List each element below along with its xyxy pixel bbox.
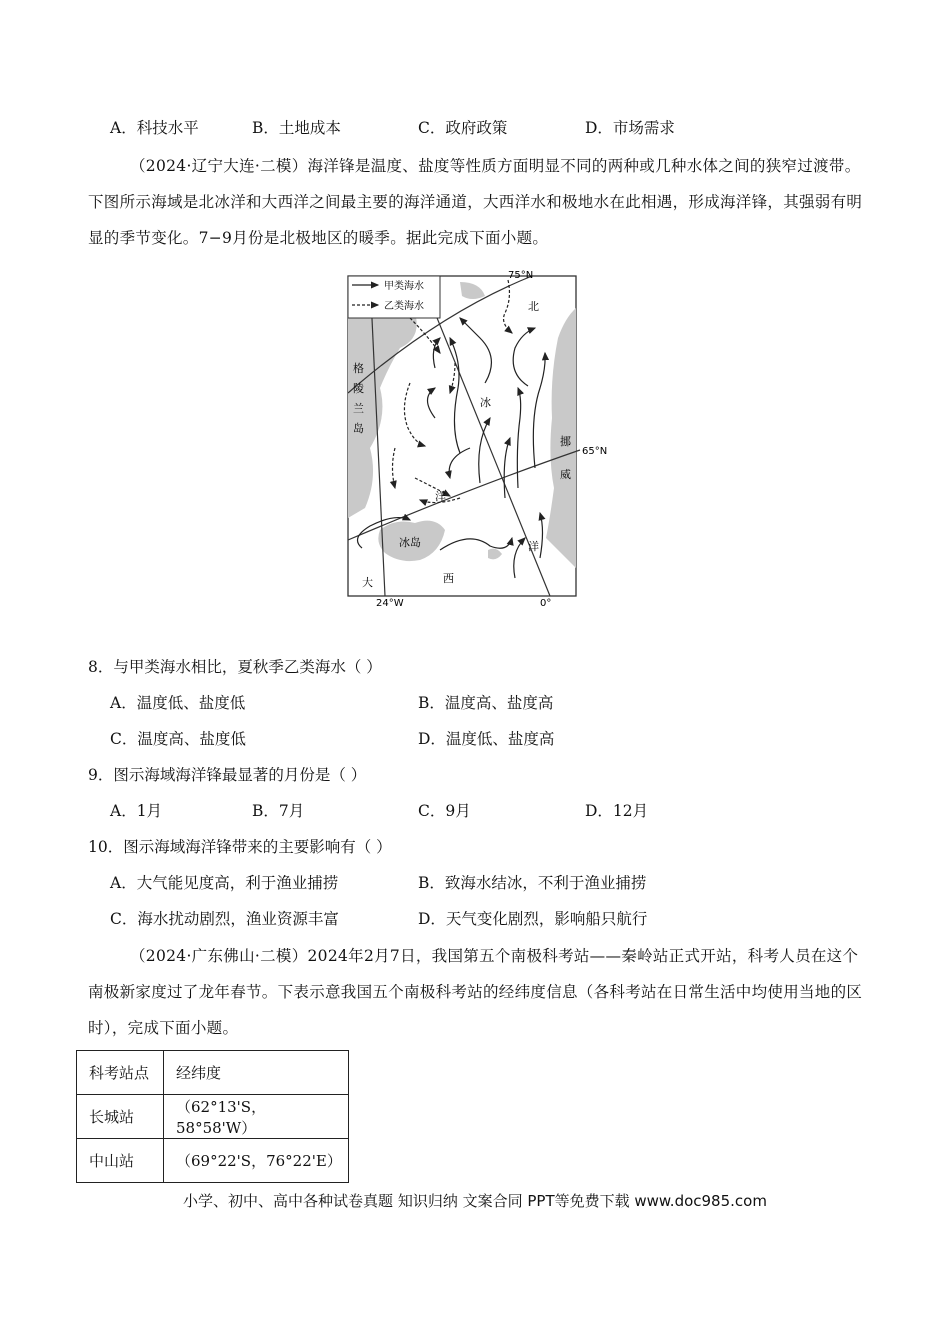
- q7-option-a: A．科技水平: [110, 119, 199, 137]
- q10-stem: 10．图示海域海洋锋带来的主要影响有（ ）: [88, 838, 392, 856]
- label-atlantic-2: 西: [443, 572, 454, 585]
- q10-option-b: B．致海水结冰，不利于渔业捕捞: [418, 874, 647, 892]
- q9-option-d: D．12月: [585, 802, 649, 820]
- table-cell-coords: （69°22'S，76°22'E）: [164, 1139, 349, 1183]
- ocean-front-map: [340, 268, 608, 613]
- label-atlantic-1: 大: [362, 576, 373, 589]
- legend-type-b: 乙类海水: [384, 301, 424, 312]
- q9-option-c: C．9月: [418, 802, 471, 820]
- label-greenland-4: 岛: [353, 422, 364, 435]
- q9-option-b: B．7月: [252, 802, 305, 820]
- label-0: 0°: [540, 598, 552, 609]
- label-norway-1: 挪: [560, 435, 571, 448]
- station-table: [76, 1050, 349, 1183]
- q7-option-c: C．政府政策: [418, 119, 508, 137]
- label-atlantic-3: 洋: [528, 540, 539, 553]
- table-row: [77, 1095, 349, 1139]
- label-norway-2: 威: [560, 468, 571, 481]
- q10-option-a: A．大气能见度高，利于渔业捕捞: [110, 874, 339, 892]
- intro-paragraph-1: （2024·辽宁大连·二模）海洋锋是温度、盐度等性质方面明显不同的两种或几种水体之间的狭窄过渡带。下图所示海域是北冰洋和大西洋之间最主要的海洋通道，大西洋水和极地水在此相遇，形成海洋锋，其强弱有明显的季节变化。7−9月份是北极地区的暖季。据此完成下面小题。: [88, 157, 863, 247]
- q10-option-c: C．海水扰动剧烈，渔业资源丰富: [110, 910, 339, 928]
- table-header-coords: 经纬度: [164, 1051, 349, 1095]
- q9-stem: 9．图示海域海洋锋最显著的月份是（ ）: [88, 766, 367, 784]
- q9-option-a: A．1月: [110, 802, 163, 820]
- label-arctic-1: 北: [528, 300, 539, 313]
- q8-option-a: A．温度低、盐度低: [110, 694, 246, 712]
- q8-stem: 8．与甲类海水相比，夏秋季乙类海水（ ）: [88, 658, 382, 676]
- page-footer: 小学、初中、高中各种试卷真题 知识归纳 文案合同 PPT等免费下载 www.doc985.com: [183, 1192, 767, 1210]
- q8-option-b: B．温度高、盐度高: [418, 694, 554, 712]
- label-24w: 24°W: [376, 598, 404, 609]
- q10-option-d: D．天气变化剧烈，影响船只航行: [418, 910, 648, 928]
- label-arctic-2: 冰: [480, 396, 491, 409]
- legend-type-a: 甲类海水: [384, 281, 424, 292]
- label-arctic-3: 洋: [435, 490, 446, 503]
- label-greenland-3: 兰: [353, 402, 364, 415]
- intro-paragraph-2: （2024·广东佛山·二模）2024年2月7日，我国第五个南极科考站——秦岭站正式开站，科考人员在这个南极新家度过了龙年春节。下表示意我国五个南极科考站的经纬度信息（各科考站在日常生活中均使用当地的区时），完成下面小题。: [88, 947, 863, 1037]
- label-65n: 65°N: [582, 446, 608, 457]
- label-greenland-2: 陵: [353, 382, 364, 395]
- table-cell-station: 长城站: [77, 1095, 164, 1139]
- label-greenland-1: 格: [353, 362, 364, 375]
- label-iceland: 冰岛: [399, 536, 421, 549]
- q7-option-b: B．土地成本: [252, 119, 341, 137]
- table-row: [77, 1139, 349, 1183]
- table-cell-coords: （62°13'S，58°58'W）: [164, 1095, 349, 1139]
- table-header-row: [77, 1051, 349, 1095]
- table-header-station: 科考站点: [77, 1051, 164, 1095]
- q7-option-d: D．市场需求: [585, 119, 675, 137]
- label-75n: 75°N: [508, 270, 534, 281]
- q8-option-c: C．温度高、盐度低: [110, 730, 246, 748]
- table-cell-station: 中山站: [77, 1139, 164, 1183]
- q8-option-d: D．温度低、盐度高: [418, 730, 555, 748]
